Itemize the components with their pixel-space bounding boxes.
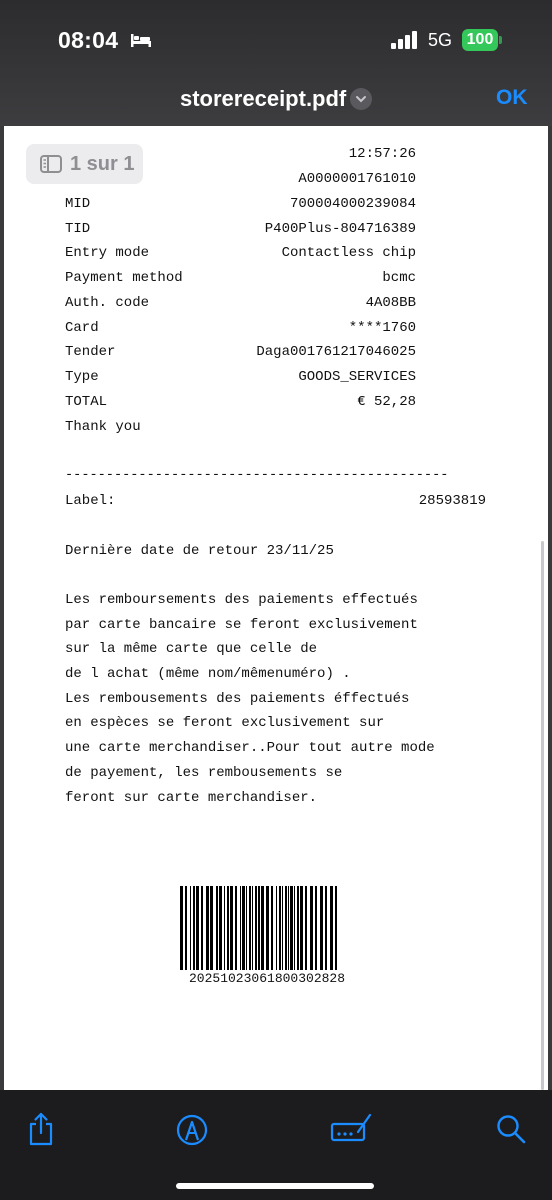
barcode-bar [276,886,277,970]
row-label-card: Card [65,320,99,336]
policy-line: Les rembousements des paiements éffectués [65,691,410,707]
page-indicator-label: 1 sur 1 [70,153,135,175]
label-value: 28593819 [418,493,486,509]
page-indicator[interactable] [26,144,143,184]
barcode-bar [210,886,213,970]
barcode-bar [190,886,191,970]
policy-line: sur la même carte que celle de [65,641,318,657]
barcode-bar [258,886,260,970]
receipt-aid: A0000001761010 [298,171,416,187]
barcode-bar [230,886,233,970]
row-value-payment-method: bcmc [382,270,416,286]
policy-line: par carte bancaire se feront exclusivement [65,617,418,633]
signal-icon [391,31,419,49]
battery-indicator: 100 [462,29,498,51]
search-icon[interactable] [496,1114,526,1144]
barcode-bar [282,886,283,970]
barcode-bar [330,886,333,970]
barcode-bar [193,886,195,970]
row-value-tender: Daga001761217046025 [256,344,416,360]
barcode-bar [294,886,295,970]
scrollbar[interactable] [541,541,544,1090]
barcode-bar [266,886,269,970]
home-indicator[interactable] [176,1183,374,1189]
barcode-bar [249,886,251,970]
bed-icon [130,32,152,48]
ok-button[interactable]: OK [496,86,528,109]
row-label-total: TOTAL [65,394,108,410]
barcode-bar [255,886,257,970]
pdf-page[interactable] [4,126,548,1090]
barcode-bar [320,886,323,970]
receipt-time: 12:57:26 [348,146,416,162]
barcode-bar [261,886,264,970]
barcode-bar [219,886,222,970]
policy-line: Les remboursements des paiements effectués [65,592,418,608]
barcode-bar [224,886,225,970]
row-value-auth-code: 4A08BB [365,295,416,311]
barcode-bar [325,886,327,970]
status-time: 08:04 [58,27,119,53]
policy-line: une carte merchandiser..Pour tout autre mode [65,740,435,756]
thank-you-text: Thank you [65,419,141,435]
barcode-bar [252,886,253,970]
barcode-bar [305,886,307,970]
sidebar-icon [40,155,62,173]
top-bar [0,0,552,126]
document-title[interactable]: storereceipt.pdf [180,86,347,111]
row-label-mid: MID [65,196,91,212]
signature-icon[interactable] [330,1112,374,1144]
row-label-auth-code: Auth. code [65,295,150,311]
row-label-type: Type [65,369,99,385]
barcode-bar [315,886,317,970]
policy-line: en espèces se feront exclusivement sur [65,715,385,731]
row-value-mid: 700004000239084 [289,196,416,212]
barcode-bar [242,886,245,970]
barcode-bar [335,886,337,970]
barcode-bar [279,886,281,970]
row-value-tid: P400Plus-804716389 [264,221,416,237]
barcode-bar [290,886,293,970]
separator-line: ----------------------------------------------- [65,468,449,483]
share-icon[interactable] [27,1112,55,1146]
markup-icon[interactable] [176,1114,208,1146]
policy-line: feront sur carte merchandiser. [65,790,318,806]
row-value-total: € 52,28 [357,394,416,410]
barcode [178,886,380,970]
barcode-bar [185,886,187,970]
barcode-bar [240,886,241,970]
barcode-bar [297,886,299,970]
barcode-bar [300,886,303,970]
barcode-bar [227,886,229,970]
barcode-number: 20251023061800302828 [189,971,346,986]
barcode-bar [180,886,183,970]
row-label-entry-mode: Entry mode [65,245,150,261]
chevron-down-icon[interactable] [350,88,372,110]
barcode-bar [271,886,273,970]
barcode-bar [285,886,287,970]
barcode-bar [310,886,313,970]
policy-line: de payement, les rembousements se [65,765,343,781]
row-label-payment-method: Payment method [65,270,183,286]
row-value-card: ****1760 [348,320,416,336]
row-value-type: GOODS_SERVICES [298,369,416,385]
return-date: Dernière date de retour 23/11/25 [65,543,334,559]
barcode-bar [235,886,237,970]
battery-nub [499,36,502,44]
barcode-bar [246,886,247,970]
barcode-bar [288,886,289,970]
barcode-bar [206,886,209,970]
barcode-bar [216,886,218,970]
row-label-tid: TID [65,221,91,237]
label-key: Label: [65,493,116,509]
policy-line: de l achat (même nom/mêmenuméro) . [65,666,351,682]
network-type: 5G [428,30,453,50]
row-value-entry-mode: Contactless chip [281,245,416,261]
row-label-tender: Tender [65,344,116,360]
barcode-bar [201,886,203,970]
barcode-bar [196,886,199,970]
